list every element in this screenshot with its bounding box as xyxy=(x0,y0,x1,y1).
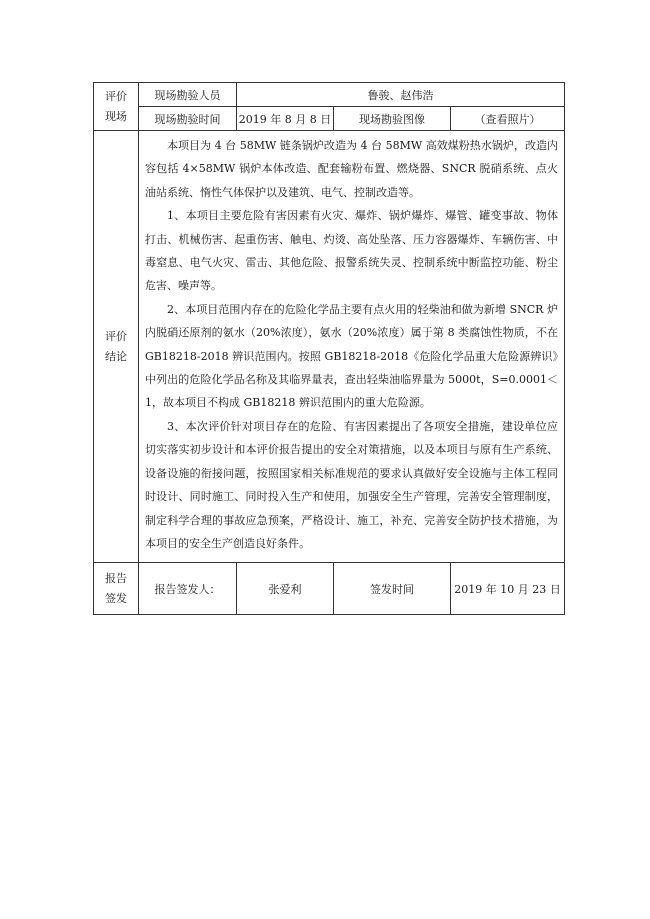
issue-time-value: 2019 年 10 月 23 日 xyxy=(451,563,565,615)
conclusion-paragraph: 本项目为 4 台 58MW 链条锅炉改造为 4 台 58MW 高效煤粉热水锅炉，改造内容包括 4×58MW 锅炉本体改造、配套输粉布置、燃烧器、SNCR 脱硝系统、点火油站系统、惰性气体保护以及建筑、电气、控制改造等。 xyxy=(145,139,559,199)
inspector-label: 现场勘验人员 xyxy=(139,83,237,107)
issue-row xyxy=(94,563,565,615)
conclusion-section-label: 评价 结论 xyxy=(94,131,139,563)
issuer-value: 张爱利 xyxy=(237,563,334,615)
conclusion-paragraph: 3、本次评价针对项目存在的危险、有害因素提出了各项安全措施，建设单位应切实落实初步设计和本评价报告提出的安全对策措施，以及本项目与原有生产系统、设备设施的衔接问题，按照国家相关标准规范的要求认真做好安全设施与主体工程同时设计、同时施工、同时投入生产和使用，加强安全生产管理，完善安全管理制度，制定科学合理的事故应急预案，严格设计、施工，补充、完善安全防护技术措施，为本项目的安全生产创造良好条件。 xyxy=(145,419,559,550)
inspection-time-row xyxy=(94,107,565,131)
inspector-value: 鲁骏、赵伟浩 xyxy=(237,83,565,107)
view-photos-link[interactable]: （查看照片） xyxy=(451,107,565,131)
inspector-row xyxy=(94,83,565,107)
conclusion-text xyxy=(139,131,565,563)
issuer-label: 报告签发人： xyxy=(139,563,237,615)
issue-time-label: 签发时间 xyxy=(334,563,451,615)
inspection-image-label: 现场勘验图像 xyxy=(334,107,451,131)
conclusion-paragraph: 1、本项目主要危险有害因素有火灾、爆炸、锅炉爆炸、爆管、罐变事故、物体打击、机械伤害、起重伤害、触电、灼烫、高处坠落、压力容器爆炸、车辆伤害、中毒窒息、电气火灾、雷击、其他危险、报警系统失灵、控制系统中断监控功能、粉尘危害、噪声等。 xyxy=(145,209,559,293)
inspection-time-label: 现场勘验时间 xyxy=(139,107,237,131)
site-section-label: 评价 现场 xyxy=(94,83,139,131)
conclusion-row xyxy=(94,131,565,563)
conclusion-paragraph: 2、本项目范围内存在的危险化学品主要有点火用的轻柴油和做为新增 SNCR 炉内脱硝还原剂的氨水（20%浓度），氨水（20%浓度）属于第 8 类腐蚀性物质，不在 GB18218-2018 辨识范围内。按照 GB18218-2018《危险化学品重大危险源辨识》中列出的危险化学品名称及其临界量表，查出轻柴油临界量为 5000t，S=0.0001＜1，故本项目不构成 GB18218 辨识范围内的重大危险源。 xyxy=(145,302,559,410)
report-table xyxy=(93,82,565,615)
inspection-time-value: 2019 年 8 月 8 日 xyxy=(237,107,334,131)
issue-section-label: 报告 签发 xyxy=(94,563,139,615)
